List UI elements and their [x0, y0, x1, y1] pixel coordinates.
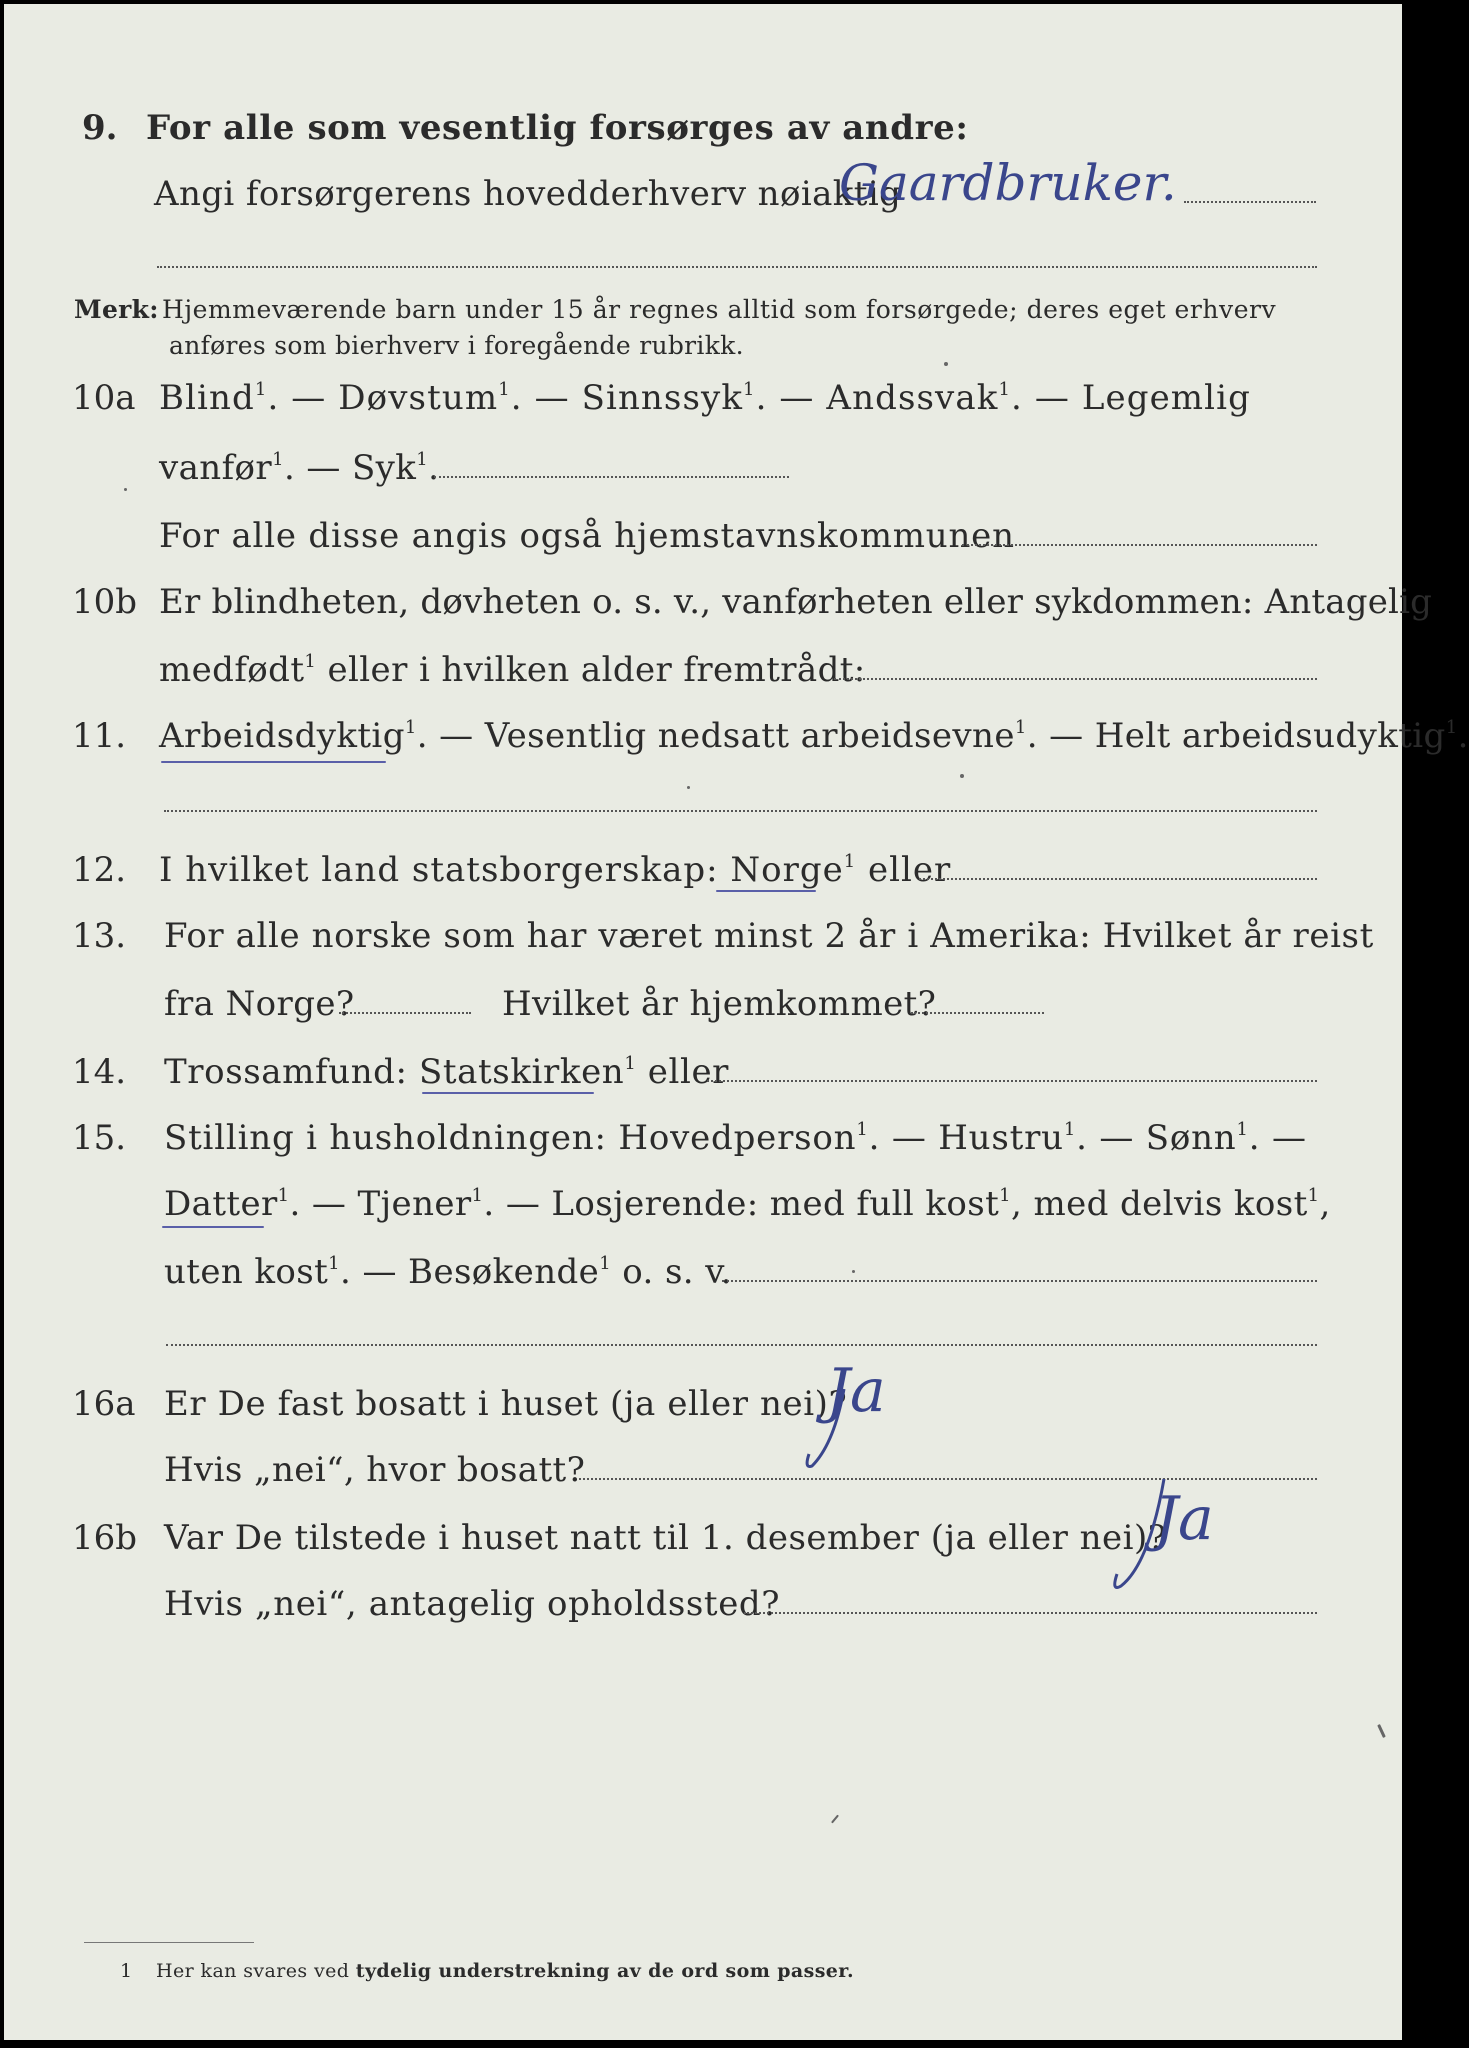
q11-extra-line	[164, 810, 1317, 812]
q12-underline	[716, 890, 816, 892]
q15-line2	[164, 1184, 1331, 1224]
footnote-separator	[84, 1942, 254, 1943]
q15-extra-line	[166, 1344, 1317, 1346]
q11-number: 11.	[72, 716, 127, 756]
q12-number: 12.	[72, 850, 127, 890]
q10a-line3: For alle disse angis også hjemstavnskommunen	[159, 516, 1015, 556]
paper-speck	[687, 786, 690, 789]
q14-trossamfund-line	[707, 1080, 1317, 1082]
q13-line2b: Hvilket år hjemkommet?	[502, 984, 937, 1024]
q13-line1: For alle norske som har været minst 2 år i Amerika: Hvilket år reist	[164, 916, 1374, 956]
q9-handwritten-answer: Gaardbruker.	[839, 154, 1177, 212]
q16a-answer-stroke	[804, 1384, 864, 1474]
q13-hjemkommet-line	[911, 1012, 1044, 1014]
q13-reist-line	[339, 1012, 471, 1014]
q13-line2a: fra Norge?	[164, 984, 355, 1024]
q16b-line2: Hvis „nei“, antagelig opholdssted?	[164, 1584, 781, 1624]
q10b-line1: Er blindheten, døvheten o. s. v., vanførheten eller sykdommen: Antagelig	[159, 582, 1433, 622]
q15-stilling-line	[722, 1280, 1317, 1282]
q15-line2-rest: — Tjener$^1$. — Losjerende: med full kost$^1$, med delvis kost$^1$,	[300, 1184, 1331, 1224]
q10a-line2: vanfør$^1$. — Syk$^1$.	[159, 448, 440, 488]
q16a-bosatt-line	[579, 1478, 1317, 1480]
q16b-handwritten-answer: Ja	[1154, 1484, 1214, 1554]
q14-option-statskirken: Statskirken$^1$	[419, 1052, 637, 1092]
q16b-line1: Var De tilstede i huset natt til 1. desember (ja eller nei)?	[164, 1518, 1167, 1558]
paper-speck	[124, 488, 127, 491]
paper-speck	[960, 774, 964, 778]
q10a-line1: Blind$^1$. — Døvstum$^1$. — Sinnssyk$^1$. — Andssvak$^1$. — Legemlig	[159, 378, 1251, 418]
q9-line2: Angi forsørgerens hovedderhverv nøiaktig	[154, 174, 902, 214]
q10a-number: 10a	[72, 378, 136, 418]
q12-line	[159, 850, 951, 890]
q14-question: Trossamfund:	[164, 1052, 420, 1092]
paper-speck	[1377, 1724, 1386, 1738]
q10b-alder-line	[834, 678, 1317, 680]
q16a-line1: Er De fast bosatt i huset (ja eller nei)?	[164, 1384, 848, 1424]
q14-eller: eller	[636, 1052, 730, 1092]
q13-number: 13.	[72, 916, 127, 956]
merk-line1: Hjemmeværende barn under 15 år regnes alltid som forsørgede; deres eget erhverv	[162, 295, 1277, 324]
q16a-line2: Hvis „nei“, hvor bosatt?	[164, 1450, 586, 1490]
footnote-text-bold: tydelig understrekning av de ord som passer.	[355, 1960, 854, 1982]
q12-question: I hvilket land statsborgerskap:	[159, 850, 731, 890]
q10b-number: 10b	[72, 582, 138, 622]
paper-speck	[831, 1815, 839, 1824]
q9-extra-line	[157, 266, 1317, 268]
q11-option-arbeidsdyktig: Arbeidsdyktig$^1$.	[159, 716, 428, 756]
q10b-line2: medfødt$^1$ eller i hvilken alder fremtrådt:	[159, 650, 866, 690]
merk-label: Merk:	[74, 295, 159, 324]
q16a-handwritten-answer: Ja	[826, 1356, 886, 1426]
q11-underline	[161, 761, 386, 763]
q9-line1: For alle som vesentlig forsørges av andre:	[146, 108, 969, 148]
q15-number: 15.	[72, 1118, 127, 1158]
footnote-mark: 1	[120, 1960, 133, 1982]
q9-number: 9.	[82, 108, 118, 148]
q15-option-datter: Datter$^1$.	[164, 1184, 301, 1224]
q10a-syk-line	[434, 476, 789, 478]
q16b-answer-stroke	[1109, 1474, 1179, 1604]
q15-underline	[162, 1226, 264, 1228]
paper-speck	[852, 1270, 855, 1273]
q11-line	[159, 716, 1469, 756]
q14-line	[164, 1052, 729, 1092]
q11-rest: — Vesentlig nedsatt arbeidsevne$^1$. — Helt arbeidsudyktig$^1$.	[427, 716, 1469, 756]
q15-line1: Stilling i husholdningen: Hovedperson$^1$. — Hustru$^1$. — Sønn$^1$. —	[164, 1118, 1307, 1158]
q12-land-line	[919, 878, 1317, 880]
census-form-page	[4, 4, 1469, 2040]
q14-number: 14.	[72, 1052, 127, 1092]
q16b-number: 16b	[72, 1518, 138, 1558]
q9-answer-line	[1184, 201, 1316, 203]
footnote-text	[156, 1958, 854, 1984]
q12-eller: eller	[856, 850, 952, 890]
q16b-opholdssted-line	[744, 1612, 1317, 1614]
q14-underline	[422, 1092, 594, 1094]
paper-speck	[944, 362, 948, 366]
footnote-text-pre: Her kan svares ved	[156, 1960, 356, 1982]
q16a-number: 16a	[72, 1384, 136, 1424]
merk-line2: anføres som bierhverv i foregående rubrikk.	[169, 331, 744, 360]
q12-option-norge: Norge$^1$	[730, 850, 857, 890]
q15-line3: uten kost$^1$. — Besøkende$^1$ o. s. v.	[164, 1252, 732, 1292]
q10a-hjemstavn-line	[962, 544, 1317, 546]
